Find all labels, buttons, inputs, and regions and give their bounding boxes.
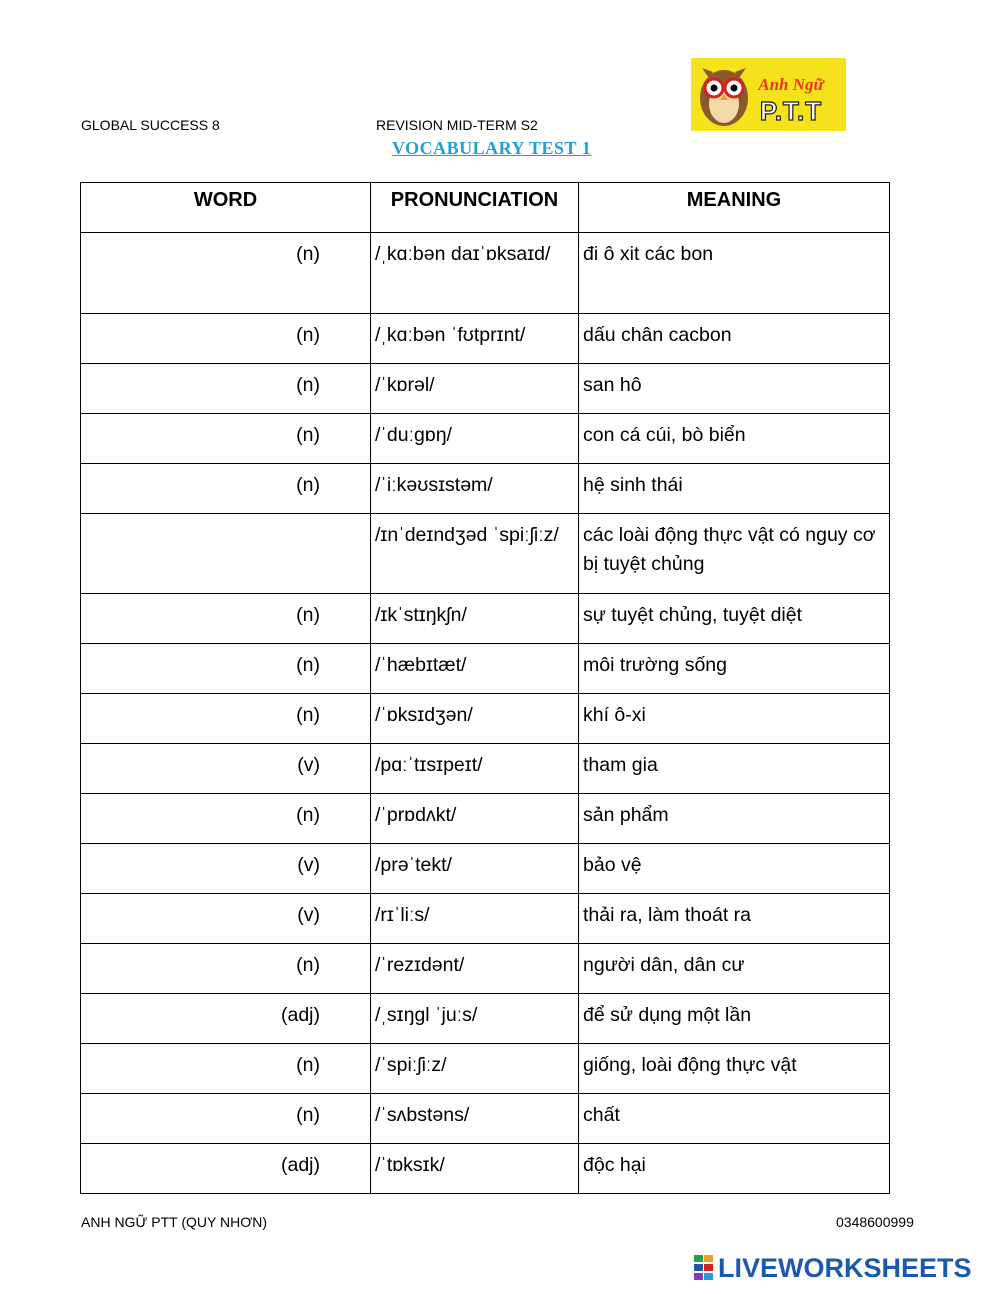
pronunciation-cell: /ˌsɪŋɡl ˈjuːs/ (371, 994, 579, 1044)
table-row (81, 1094, 890, 1144)
word-cell: (n) (81, 944, 371, 994)
logo-text-bottom: P.T.T (759, 96, 823, 126)
table-row (81, 994, 890, 1044)
pronunciation-cell: /pɑːˈtɪsɪpeɪt/ (371, 744, 579, 794)
column-header-pronunciation: PRONUNCIATION (371, 183, 579, 233)
table-row (81, 514, 890, 594)
liveworksheets-brand[interactable] (694, 1252, 972, 1284)
pronunciation-cell: /ˈduːɡɒŋ/ (371, 414, 579, 464)
table-row (81, 944, 890, 994)
word-cell: (n) (81, 464, 371, 514)
meaning-cell: các loài động thực vật có nguy cơ bị tuyệt chủng (579, 514, 890, 594)
page-title: VOCABULARY TEST 1 (392, 138, 592, 158)
footer-phone: 0348600999 (836, 1214, 914, 1230)
owl-icon (700, 68, 748, 126)
meaning-cell: san hô (579, 364, 890, 414)
pronunciation-cell: /ˌkɑːbən daɪˈɒksaɪd/ (371, 233, 579, 314)
meaning-cell: bảo vệ (579, 844, 890, 894)
meaning-cell: môi trường sống (579, 644, 890, 694)
liveworksheets-icon (694, 1255, 714, 1281)
meaning-cell: khí ô-xi (579, 694, 890, 744)
pronunciation-cell: /ɪkˈstɪŋkʃn/ (371, 594, 579, 644)
table-row (81, 314, 890, 364)
table-row (81, 1144, 890, 1194)
meaning-cell: con cá cúi, bò biển (579, 414, 890, 464)
word-cell: (n) (81, 364, 371, 414)
pronunciation-cell: /rɪˈliːs/ (371, 894, 579, 944)
word-cell: (n) (81, 794, 371, 844)
word-cell: (n) (81, 414, 371, 464)
table-row (81, 594, 890, 644)
meaning-cell: người dân, dân cư (579, 944, 890, 994)
word-cell: (n) (81, 694, 371, 744)
word-cell: (adj) (81, 1144, 371, 1194)
header-revision: REVISION MID-TERM S2 (376, 117, 538, 133)
meaning-cell: sự tuyệt chủng, tuyệt diệt (579, 594, 890, 644)
header-course: GLOBAL SUCCESS 8 (81, 117, 220, 133)
footer-school: ANH NGỮ PTT (QUY NHƠN) (81, 1214, 268, 1230)
pronunciation-cell: /ˈɒksɪdʒən/ (371, 694, 579, 744)
pronunciation-cell: /ˈiːkəʊsɪstəm/ (371, 464, 579, 514)
table-row (81, 894, 890, 944)
pronunciation-cell: /ˈhæbɪtæt/ (371, 644, 579, 694)
meaning-cell: dấu chân cacbon (579, 314, 890, 364)
table-row (81, 464, 890, 514)
meaning-cell: đi ô xit các bon (579, 233, 890, 314)
meaning-cell: chất (579, 1094, 890, 1144)
pronunciation-cell: /ˈkɒrəl/ (371, 364, 579, 414)
word-cell: (n) (81, 233, 371, 314)
pronunciation-cell: /prəˈtekt/ (371, 844, 579, 894)
meaning-cell: độc hại (579, 1144, 890, 1194)
word-cell: (v) (81, 744, 371, 794)
column-header-word: WORD (81, 183, 371, 233)
meaning-cell: sản phẩm (579, 794, 890, 844)
word-cell: (n) (81, 644, 371, 694)
liveworksheets-wordmark: LIVEWORKSHEETS (718, 1252, 972, 1283)
table-row (81, 233, 890, 314)
pronunciation-cell: /ˈprɒdʌkt/ (371, 794, 579, 844)
table-row (81, 644, 890, 694)
pronunciation-cell: /ˌkɑːbən ˈfʊtprɪnt/ (371, 314, 579, 364)
meaning-cell: tham gia (579, 744, 890, 794)
table-row (81, 794, 890, 844)
pronunciation-cell: /ˈsʌbstəns/ (371, 1094, 579, 1144)
word-cell: (n) (81, 1044, 371, 1094)
word-cell: (n) (81, 594, 371, 644)
table-header-row (81, 183, 890, 233)
school-logo (691, 58, 846, 131)
word-cell: (n) (81, 314, 371, 364)
word-cell: (v) (81, 844, 371, 894)
word-cell (81, 514, 371, 594)
table-row (81, 1044, 890, 1094)
meaning-cell: giống, loài động thực vật (579, 1044, 890, 1094)
column-header-meaning: MEANING (579, 183, 890, 233)
meaning-cell: hệ sinh thái (579, 464, 890, 514)
table-row (81, 744, 890, 794)
word-cell: (v) (81, 894, 371, 944)
vocabulary-table (80, 182, 890, 1194)
pronunciation-cell: /ˈtɒksɪk/ (371, 1144, 579, 1194)
table-row (81, 844, 890, 894)
word-cell: (n) (81, 1094, 371, 1144)
table-row (81, 694, 890, 744)
table-row (81, 364, 890, 414)
table-row (81, 414, 890, 464)
pronunciation-cell: /ˈrezɪdənt/ (371, 944, 579, 994)
pronunciation-cell: /ˈspiːʃiːz/ (371, 1044, 579, 1094)
word-cell: (adj) (81, 994, 371, 1044)
pronunciation-cell: /ɪnˈdeɪndʒəd ˈspiːʃiːz/ (371, 514, 579, 594)
meaning-cell: thải ra, làm thoát ra (579, 894, 890, 944)
logo-text-top: Anh Ngữ (758, 75, 824, 94)
meaning-cell: để sử dụng một lần (579, 994, 890, 1044)
